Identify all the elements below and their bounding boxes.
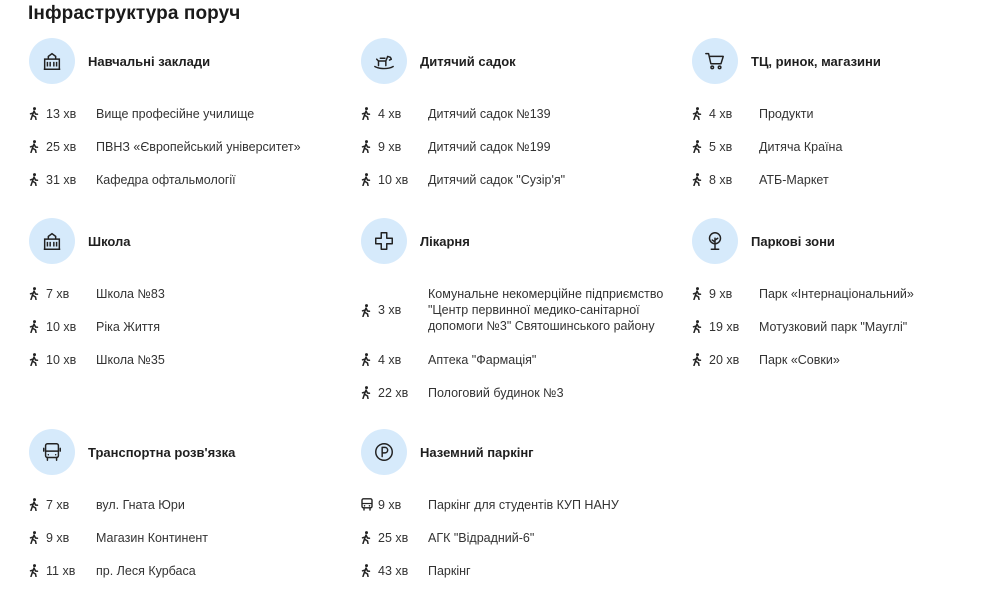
list-item: 20 хв Парк «Совки» — [692, 343, 1000, 376]
section-header — [361, 38, 671, 84]
list-item: 43 хв Паркінг — [361, 554, 671, 587]
section-title: Транспортна розв'язка — [88, 444, 236, 460]
section-header — [692, 38, 1000, 84]
section-title: Школа — [88, 233, 131, 249]
tree-icon — [692, 218, 738, 264]
list-item: 5 хв Дитяча Країна — [692, 130, 1000, 163]
walk-icon — [29, 107, 42, 121]
section-kindergarten — [361, 38, 671, 196]
walk-icon — [361, 531, 374, 545]
section-header — [361, 429, 671, 475]
shopping-cart-icon — [692, 38, 738, 84]
list-item: 11 хв пр. Леся Курбаса — [29, 554, 339, 587]
bus-icon — [29, 429, 75, 475]
school-building-icon — [29, 38, 75, 84]
walk-icon — [361, 353, 374, 367]
list-item: 22 хв Пологовий будинок №3 — [361, 376, 671, 409]
walk-icon — [361, 173, 374, 187]
list-item: 7 хв Школа №83 — [29, 277, 339, 310]
list-item: 3 хв Комунальне некомерційне підприємство "Центр первинної медико-санітарної допомоги №3" Святошинського району — [361, 277, 671, 343]
section-title: Паркові зони — [751, 233, 835, 249]
section-header — [29, 38, 339, 84]
walk-icon — [361, 140, 374, 154]
list-item: 25 хв АГК "Відрадний-6" — [361, 521, 671, 554]
list-item: 7 хв вул. Гната Юри — [29, 488, 339, 521]
walk-icon — [29, 287, 42, 301]
walk-icon — [361, 303, 374, 317]
section-title: Наземний паркінг — [420, 444, 534, 460]
list-item: 4 хв Аптека "Фармація" — [361, 343, 671, 376]
list-item: 25 хв ПВНЗ «Європейський університет» — [29, 130, 339, 163]
walk-icon — [692, 173, 705, 187]
walk-icon — [29, 173, 42, 187]
walk-icon — [692, 140, 705, 154]
section-parking — [361, 429, 671, 587]
section-title: Навчальні заклади — [88, 53, 211, 69]
list-item: 8 хв АТБ-Маркет — [692, 163, 1000, 196]
medical-cross-icon — [361, 218, 407, 264]
walk-icon — [29, 498, 42, 512]
section-school — [29, 218, 339, 376]
walk-icon — [361, 386, 374, 400]
section-parks — [692, 218, 1000, 376]
section-transport — [29, 429, 339, 587]
walk-icon — [29, 140, 42, 154]
list-item: 9 хв Магазин Континент — [29, 521, 339, 554]
walk-icon — [29, 320, 42, 334]
list-item: 19 хв Мотузковий парк "Мауглі" — [692, 310, 1000, 343]
walk-icon — [361, 107, 374, 121]
rocking-horse-icon — [361, 38, 407, 84]
walk-icon — [29, 564, 42, 578]
walk-icon — [361, 564, 374, 578]
list-item: 13 хв Вище професійне училище — [29, 97, 339, 130]
walk-icon — [29, 531, 42, 545]
section-title: ТЦ, ринок, магазини — [751, 53, 881, 69]
section-title: Дитячий садок — [420, 53, 516, 69]
bus-icon — [361, 498, 374, 512]
school-building-icon — [29, 218, 75, 264]
walk-icon — [692, 107, 705, 121]
list-item: 9 хв Парк «Інтернаціональний» — [692, 277, 1000, 310]
section-header — [361, 218, 671, 264]
walk-icon — [29, 353, 42, 367]
section-header — [29, 218, 339, 264]
list-item: 10 хв Школа №35 — [29, 343, 339, 376]
walk-icon — [692, 320, 705, 334]
list-item: 31 хв Кафедра офтальмології — [29, 163, 339, 196]
section-header — [29, 429, 339, 475]
list-item: 4 хв Дитячий садок №139 — [361, 97, 671, 130]
walk-icon — [692, 287, 705, 301]
parking-icon — [361, 429, 407, 475]
section-hospital — [361, 218, 671, 409]
section-education — [29, 38, 339, 196]
page-title: Інфраструктура поруч — [28, 3, 241, 24]
list-item: 9 хв Дитячий садок №199 — [361, 130, 671, 163]
section-header — [692, 218, 1000, 264]
walk-icon — [692, 353, 705, 367]
list-item: 10 хв Дитячий садок "Сузір'я" — [361, 163, 671, 196]
list-item: 10 хв Ріка Життя — [29, 310, 339, 343]
list-item: 9 хв Паркінг для студентів КУП НАНУ — [361, 488, 671, 521]
section-shopping — [692, 38, 1000, 196]
list-item: 4 хв Продукти — [692, 97, 1000, 130]
section-title: Лікарня — [420, 233, 470, 249]
